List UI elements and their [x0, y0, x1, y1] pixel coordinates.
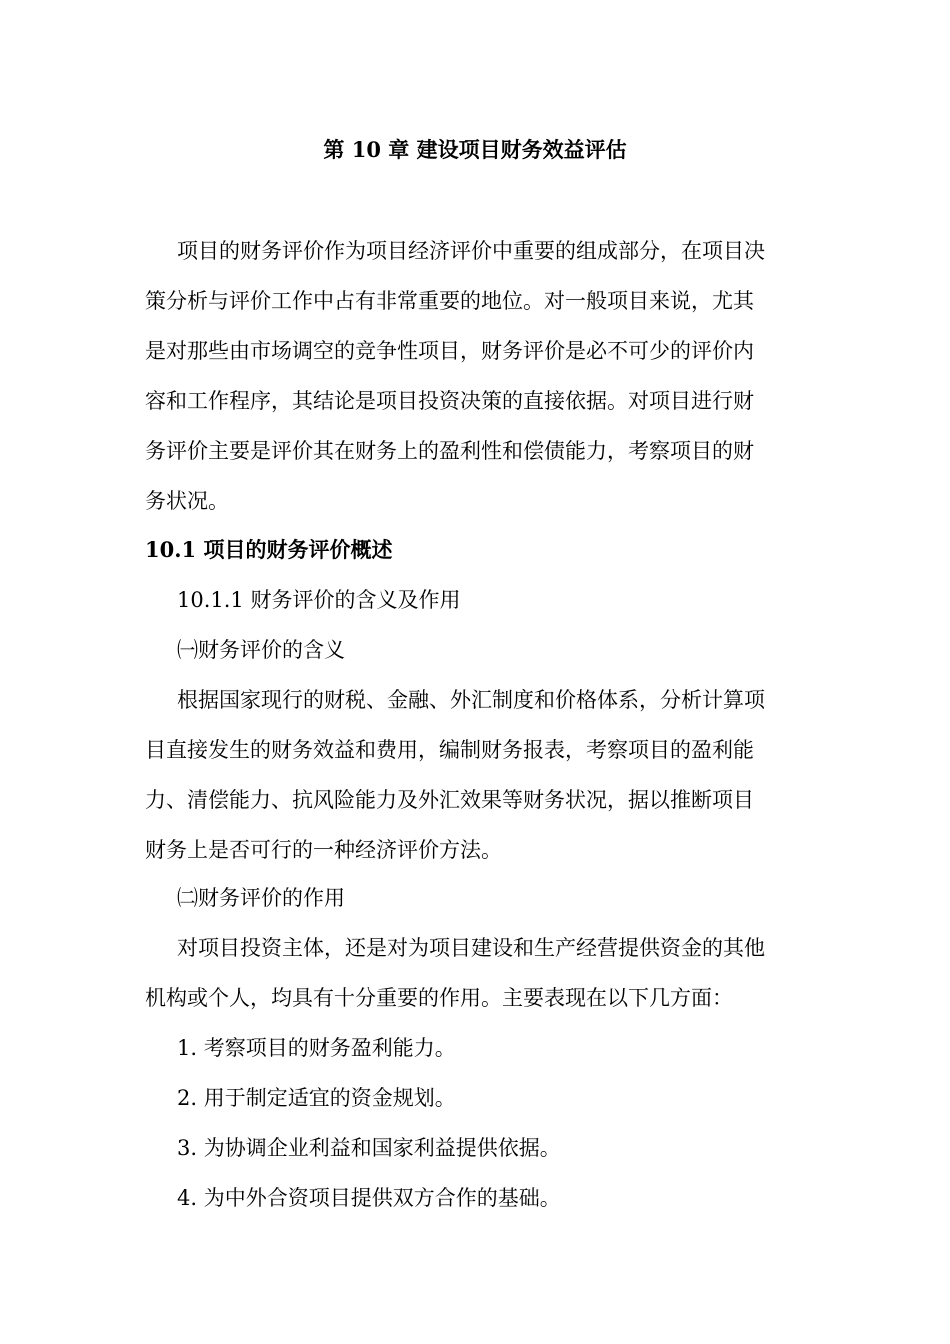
item1-line-3: 力、清偿能力、抗风险能力及外汇效果等财务状况，据以推断项目 — [145, 788, 754, 812]
item1-line-1: 根据国家现行的财税、金融、外汇制度和价格体系，分析计算项 — [177, 688, 765, 712]
section-heading: 10.1 项目的财务评价概述 — [145, 537, 393, 562]
chapter-title: 第 10 章 建设项目财务效益评估 — [323, 137, 627, 162]
item1-line-2: 目直接发生的财务效益和费用，编制财务报表，考察项目的盈利能 — [145, 738, 754, 762]
list-item-1: 1. 考察项目的财务盈利能力。 — [177, 1036, 456, 1060]
subsection-heading: 10.1.1 财务评价的含义及作用 — [177, 588, 461, 612]
list-item-3: 3. 为协调企业利益和国家利益提供依据。 — [177, 1136, 561, 1160]
list-item-4: 4. 为中外合资项目提供双方合作的基础。 — [177, 1186, 561, 1210]
intro-line-2: 策分析与评价工作中占有非常重要的地位。对一般项目来说，尤其 — [145, 289, 754, 313]
intro-line-5: 务评价主要是评价其在财务上的盈利性和偿债能力，考察项目的财 — [145, 439, 754, 463]
list-item-2: 2. 用于制定适宜的资金规划。 — [177, 1086, 456, 1110]
intro-line-6: 务状况。 — [145, 489, 229, 513]
intro-line-3: 是对那些由市场调空的竞争性项目，财务评价是必不可少的评价内 — [145, 339, 754, 363]
item2-line-1: 对项目投资主体，还是对为项目建设和生产经营提供资金的其他 — [177, 936, 765, 960]
item1-line-4: 财务上是否可行的一种经济评价方法。 — [145, 838, 502, 862]
intro-line-1: 项目的财务评价作为项目经济评价中重要的组成部分，在项目决 — [177, 239, 765, 263]
item2-heading: ㈡财务评价的作用 — [177, 886, 345, 910]
item2-line-2: 机构或个人，均具有十分重要的作用。主要表现在以下几方面： — [145, 986, 733, 1010]
intro-line-4: 容和工作程序，其结论是项目投资决策的直接依据。对项目进行财 — [145, 389, 754, 413]
item1-heading: ㈠财务评价的含义 — [177, 638, 345, 662]
